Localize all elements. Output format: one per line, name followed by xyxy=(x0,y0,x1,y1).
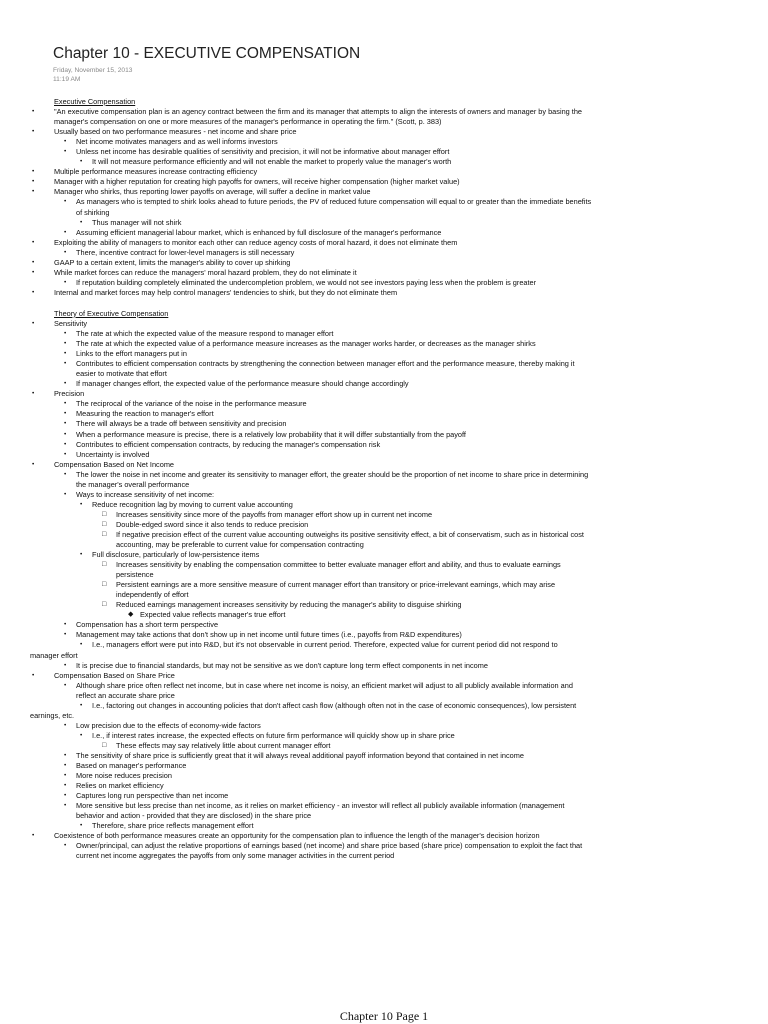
list-item-text: The rate at which the expected value of the measure respond to manager effort xyxy=(76,329,334,339)
list-item-text: Compensation has a short term perspective xyxy=(76,620,219,630)
list-item xyxy=(30,147,742,157)
list-item-text: While market forces can reduce the managers' moral hazard problem, they do not eliminate it xyxy=(54,267,357,277)
bullet-icon: • xyxy=(64,752,67,759)
bullet-icon: • xyxy=(64,782,67,790)
list-item xyxy=(30,741,742,751)
list-item-text: Management may take actions that don't show up in net income until future times (i.e., payoffs from R&D expenditures) xyxy=(76,630,462,640)
list-item-text: Exploiting the ability of managers to monitor each other can reduce agency costs of moral hazard, it does not eliminate them xyxy=(54,237,458,247)
list-item xyxy=(30,228,742,238)
bullet-icon: • xyxy=(64,148,67,156)
list-item xyxy=(30,731,742,741)
list-item xyxy=(30,761,742,771)
list-item xyxy=(30,137,742,147)
list-item-text: I.e., if interest rates increase, the expected effects on future firm performance will quickly show up in share price xyxy=(92,730,455,740)
list-item-text: I.e., managers effort were put into R&D, but it's not observable in current period. Therefore, expected value for current period did not respond to xyxy=(92,640,558,650)
bullet-icon: • xyxy=(80,551,83,559)
list-item-text: Reduce recognition lag by moving to current value accounting xyxy=(92,499,293,509)
list-item-text: The lower the noise in net income and greater its sensitivity to manager effort, the greater should be the proportion of net income to share price in determining xyxy=(76,469,589,479)
list-item-text: Low precision due to the effects of economy-wide factors xyxy=(76,720,261,730)
bullet-icon: • xyxy=(64,330,67,338)
list-item-text: Full disclosure, particularly of low-persistence items xyxy=(92,550,260,560)
bullet-icon: • xyxy=(64,410,67,418)
list-item-text: Internal and market forces may help control managers' tendencies to shirk, but they do not eliminate them xyxy=(54,287,398,297)
bullet-icon: • xyxy=(64,400,67,408)
list-item-text: persistence xyxy=(116,570,154,580)
list-item-text: As managers who is tempted to shirk looks ahead to future periods, the PV of reduced future compensation will equal to or greater than the immediate benefits xyxy=(76,197,592,207)
bullet-icon: • xyxy=(32,288,35,296)
bullet-icon: • xyxy=(32,390,35,398)
note-body xyxy=(30,97,742,862)
list-item-text: Compensation Based on Net Income xyxy=(54,459,175,469)
bullet-icon: • xyxy=(32,168,35,176)
list-item-text: Manager who shirks, thus reporting lower payoffs on average, will suffer a decline in market value xyxy=(54,187,371,197)
list-item-text: Measuring the reaction to manager's effort xyxy=(76,409,214,419)
bullet-icon: • xyxy=(64,198,67,206)
list-item-text: If negative precision effect of the current value accounting outweighs its positive sensitivity effect, a bit of conservatism, such as in historical cost xyxy=(116,529,584,539)
page-footer: Chapter 10 Page 1 xyxy=(339,1009,429,1023)
list-item-text: easier to motivate that effort xyxy=(76,369,167,379)
bullet-icon: • xyxy=(32,128,35,136)
list-item xyxy=(30,359,742,369)
list-item-text: The rate at which the expected value of a performance measure increases as the manager works harder, or decreases as the manager shirks xyxy=(76,339,536,349)
list-item xyxy=(30,620,742,630)
list-item xyxy=(30,751,742,761)
bullet-icon: • xyxy=(32,832,35,840)
section-heading-executive-compensation: Executive Compensation xyxy=(54,97,136,106)
list-item xyxy=(30,127,742,137)
bullet-icon: • xyxy=(80,701,83,709)
list-item-text: When a performance measure is precise, there is a relatively low probability that it will differ substantially from the payoff xyxy=(76,429,466,439)
list-item xyxy=(30,167,742,177)
bullet-icon: • xyxy=(64,792,67,800)
section-heading-theory: Theory of Executive Compensation xyxy=(54,308,169,318)
list-item-text: Therefore, share price reflects management effort xyxy=(92,821,254,831)
list-item-text: Contributes to efficient compensation contracts by strengthening the connection between manager effort and the performance measure, thereby making it xyxy=(76,359,575,369)
list-item-text: If reputation building completely eliminated the undercompletion problem, we would not see investors paying less when the problem is greater xyxy=(76,277,537,287)
bullet-icon: • xyxy=(32,108,35,116)
bullet-icon: • xyxy=(64,138,67,146)
list-item-text: current net income aggregates the payoffs from only some manager activities in the current period xyxy=(76,851,395,861)
list-item xyxy=(30,851,742,861)
list-item-text: These effects may say relatively little about current manager effort xyxy=(116,740,331,750)
list-item xyxy=(30,177,742,187)
list-item-text: Usually based on two performance measures - net income and share price xyxy=(54,127,297,137)
list-item xyxy=(30,540,742,550)
list-item xyxy=(30,510,742,520)
bullet-icon: • xyxy=(64,430,67,438)
bullet-icon: • xyxy=(32,319,35,327)
list-item xyxy=(30,661,742,671)
list-item xyxy=(30,530,742,540)
list-item xyxy=(30,490,742,500)
page-time: 11:19 AM xyxy=(53,75,81,83)
list-item xyxy=(30,801,742,811)
bullet-icon: • xyxy=(80,218,83,226)
bullet-icon: • xyxy=(64,842,67,850)
list-item xyxy=(30,711,742,721)
bullet-icon: • xyxy=(64,772,67,780)
list-item-text: "An executive compensation plan is an agency contract between the firm and its manager that attempts to align the interests of owners and manager by basing the xyxy=(54,107,582,117)
list-item xyxy=(30,470,742,480)
list-item xyxy=(30,258,742,268)
list-item xyxy=(30,107,742,117)
list-item-text: independently of effort xyxy=(116,590,189,600)
list-item-text: Reduced earnings management increases sensitivity by reducing the manager's ability to disguise shirking xyxy=(116,600,462,610)
list-item-text: It is precise due to financial standards, but may not be sensitive as we don't capture long term effect components in net income xyxy=(76,660,488,670)
list-item-text: reflect an accurate share price xyxy=(76,690,175,700)
list-item-text: Assuming efficient managerial labour market, which is enhanced by full disclosure of the manager's performance xyxy=(76,227,442,237)
list-item xyxy=(30,339,742,349)
list-item-text: the manager's overall performance xyxy=(76,479,190,489)
list-item-text: Compensation Based on Share Price xyxy=(54,670,175,680)
checkbox-bullet-icon: □ xyxy=(102,601,107,609)
list-item xyxy=(30,389,742,399)
bullet-icon: • xyxy=(64,721,67,729)
list-item-text: There, incentive contract for lower-level managers is still necessary xyxy=(76,247,295,257)
list-item xyxy=(30,651,742,661)
list-item-text: Thus manager will not shirk xyxy=(92,217,182,227)
list-item xyxy=(30,218,742,228)
list-item xyxy=(30,821,742,831)
list-item-text: Net income motivates managers and as well informs investors xyxy=(76,137,278,147)
list-item xyxy=(30,440,742,450)
list-item xyxy=(30,610,742,620)
bullet-icon: • xyxy=(64,420,67,428)
list-item xyxy=(30,721,742,731)
list-item xyxy=(30,781,742,791)
list-item-text: Although share price often reflect net income, but in case where net income is noisy, an efficient market will adjust to all publicly available information and xyxy=(76,680,573,690)
list-item-text: It will not measure performance efficiently and will not enable the market to properly value the manager's worth xyxy=(92,157,452,167)
bullet-icon: • xyxy=(32,238,35,246)
list-item-text: Increases sensitivity by enabling the compensation committee to better evaluate manager effort and ability, and thus to evaluate earnings xyxy=(116,560,561,570)
bullet-icon: • xyxy=(64,380,67,388)
bullet-icon: • xyxy=(64,621,67,629)
list-item xyxy=(30,681,742,691)
list-item-text: Ways to increase sensitivity of net income: xyxy=(76,489,215,499)
list-item xyxy=(30,369,742,379)
bullet-icon: • xyxy=(32,188,35,196)
list-item xyxy=(30,399,742,409)
bullet-icon: • xyxy=(64,228,67,236)
bullet-icon: • xyxy=(64,631,67,639)
page-date: Friday, November 15, 2013 xyxy=(53,67,133,74)
bullet-icon: • xyxy=(32,178,35,186)
list-item-text: Persistent earnings are a more sensitive measure of current manager effort than transitory or price-irrelevant earnings, which may arise xyxy=(116,580,556,590)
checkbox-bullet-icon: □ xyxy=(102,741,107,749)
list-item xyxy=(30,831,742,841)
list-item-text: Multiple performance measures increase contracting efficiency xyxy=(54,167,258,177)
list-item xyxy=(30,197,742,207)
list-item xyxy=(30,450,742,460)
bullet-icon: • xyxy=(64,440,67,448)
list-item-text: Unless net income has desirable qualities of sensitivity and precision, it will not be informative about manager effort xyxy=(76,147,450,157)
bullet-icon: • xyxy=(64,470,67,478)
list-item xyxy=(30,691,742,701)
list-item xyxy=(30,560,742,570)
checkbox-bullet-icon: □ xyxy=(102,581,107,589)
list-item xyxy=(30,640,742,650)
list-item xyxy=(30,319,742,329)
list-item-text: Owner/principal, can adjust the relative proportions of earnings based (net income) and share price based (share price) compensation to exploit the fact that xyxy=(76,841,583,851)
list-item xyxy=(30,187,742,197)
list-item xyxy=(30,288,742,298)
list-item-text: More sensitive but less precise than net income, as it relies on market efficiency - an investor will reflect all publicly available information (management xyxy=(76,801,565,811)
list-item xyxy=(30,268,742,278)
list-item-text: Uncertainty is involved xyxy=(76,449,150,459)
list-item-text: of shirking xyxy=(76,207,110,217)
list-item xyxy=(30,550,742,560)
list-item xyxy=(30,278,742,288)
list-item xyxy=(30,430,742,440)
list-item-text: GAAP to a certain extent, limits the manager's ability to cover up shirking xyxy=(54,257,291,267)
list-item xyxy=(30,117,742,127)
bullet-icon: • xyxy=(64,278,67,286)
bullet-icon: • xyxy=(64,450,67,458)
checkbox-bullet-icon: □ xyxy=(102,561,107,569)
list-item-text: accounting, may be preferable to current value for compensation contracting xyxy=(116,540,364,550)
list-item xyxy=(30,580,742,590)
list-item-text: If manager changes effort, the expected value of the performance measure should change accordingly xyxy=(76,379,409,389)
list-item-text: manager effort xyxy=(30,650,78,660)
list-item xyxy=(30,460,742,470)
bullet-icon: • xyxy=(32,460,35,468)
checkbox-bullet-icon: □ xyxy=(102,510,107,518)
checkbox-bullet-icon: □ xyxy=(102,530,107,538)
list-item-text: Coexistence of both performance measures create an opportunity for the compensation plan to influence the length of the manager's decision horizon xyxy=(54,831,540,841)
checkbox-bullet-icon: □ xyxy=(102,520,107,528)
list-item xyxy=(30,419,742,429)
bullet-icon: • xyxy=(64,762,67,770)
bullet-icon: • xyxy=(32,268,35,276)
list-item-text: Increases sensitivity since more of the payoffs from manager effort show up in current net income xyxy=(116,509,433,519)
list-item xyxy=(30,791,742,801)
list-item xyxy=(30,671,742,681)
list-item-text: Manager with a higher reputation for creating high payoffs for owners, will receive higher compensation (higher market value) xyxy=(54,177,460,187)
list-item-text: Contributes to efficient compensation contracts, by reducing the manager's compensation risk xyxy=(76,439,381,449)
bullet-icon: • xyxy=(80,822,83,830)
page-timestamp xyxy=(53,67,132,84)
list-item xyxy=(30,771,742,781)
list-item-text: Precision xyxy=(54,389,85,399)
list-item xyxy=(30,520,742,530)
bullet-icon: • xyxy=(64,490,67,498)
list-item xyxy=(30,600,742,610)
list-item-text: More noise reduces precision xyxy=(76,771,172,781)
list-item-text: The sensitivity of share price is sufficiently great that it will always reveal additional payoff information beyond that contained in net income xyxy=(76,751,524,760)
list-item-text: The reciprocal of the variance of the noise in the performance measure xyxy=(76,399,307,409)
list-item xyxy=(30,329,742,339)
list-item xyxy=(30,248,742,258)
list-item xyxy=(30,409,742,419)
list-item-text: There will always be a trade off between sensitivity and precision xyxy=(76,419,287,429)
bullet-icon: • xyxy=(64,350,67,358)
bullet-icon: • xyxy=(64,340,67,348)
bullet-icon: • xyxy=(80,500,83,508)
bullet-icon: • xyxy=(64,661,67,669)
bullet-icon: • xyxy=(64,248,67,256)
list-item-text: earnings, etc. xyxy=(30,710,75,720)
list-item-text: Relies on market efficiency xyxy=(76,781,164,791)
bullet-icon: • xyxy=(64,802,67,810)
section-executive-compensation xyxy=(30,107,742,298)
list-item xyxy=(30,841,742,851)
list-item-text: manager's compensation on one or more measures of the manager's performance in operating the firm." (Scott, p. 383) xyxy=(54,117,442,127)
list-item xyxy=(30,379,742,389)
list-item xyxy=(30,208,742,218)
list-item xyxy=(30,480,742,490)
list-item-text: Captures long run perspective than net income xyxy=(76,791,229,801)
bullet-icon: • xyxy=(64,681,67,689)
list-item-text: Links to the effort managers put in xyxy=(76,349,187,359)
list-item xyxy=(30,157,742,167)
list-item xyxy=(30,349,742,359)
page-title: Chapter 10 - EXECUTIVE COMPENSATION xyxy=(53,45,361,62)
bullet-icon: • xyxy=(80,731,83,739)
section-theory-of-executive-compensation xyxy=(30,319,742,862)
list-item-text: Based on manager's performance xyxy=(76,761,187,771)
list-item xyxy=(30,238,742,248)
list-item xyxy=(30,500,742,510)
bullet-icon: • xyxy=(80,641,83,649)
bullet-icon: • xyxy=(32,258,35,266)
list-item-text: Expected value reflects manager's true effort xyxy=(140,610,286,620)
bullet-icon: • xyxy=(32,671,35,679)
list-item xyxy=(30,701,742,711)
list-item xyxy=(30,570,742,580)
list-item xyxy=(30,811,742,821)
list-item xyxy=(30,590,742,600)
bullet-icon: • xyxy=(80,158,83,166)
diamond-bullet-icon: ◆ xyxy=(128,611,134,619)
list-item-text: I.e., factoring out changes in accounting policies that don't affect cash flow (although often not in the case of economic consequences), low persistent xyxy=(92,700,577,710)
bullet-icon: • xyxy=(64,360,67,368)
list-item-text: behavior and action - provided that they are disclosed) in the share price xyxy=(76,811,312,821)
list-item-text: Double-edged sword since it also tends to reduce precision xyxy=(116,519,309,529)
list-item xyxy=(30,630,742,640)
list-item-text: Sensitivity xyxy=(54,318,88,328)
